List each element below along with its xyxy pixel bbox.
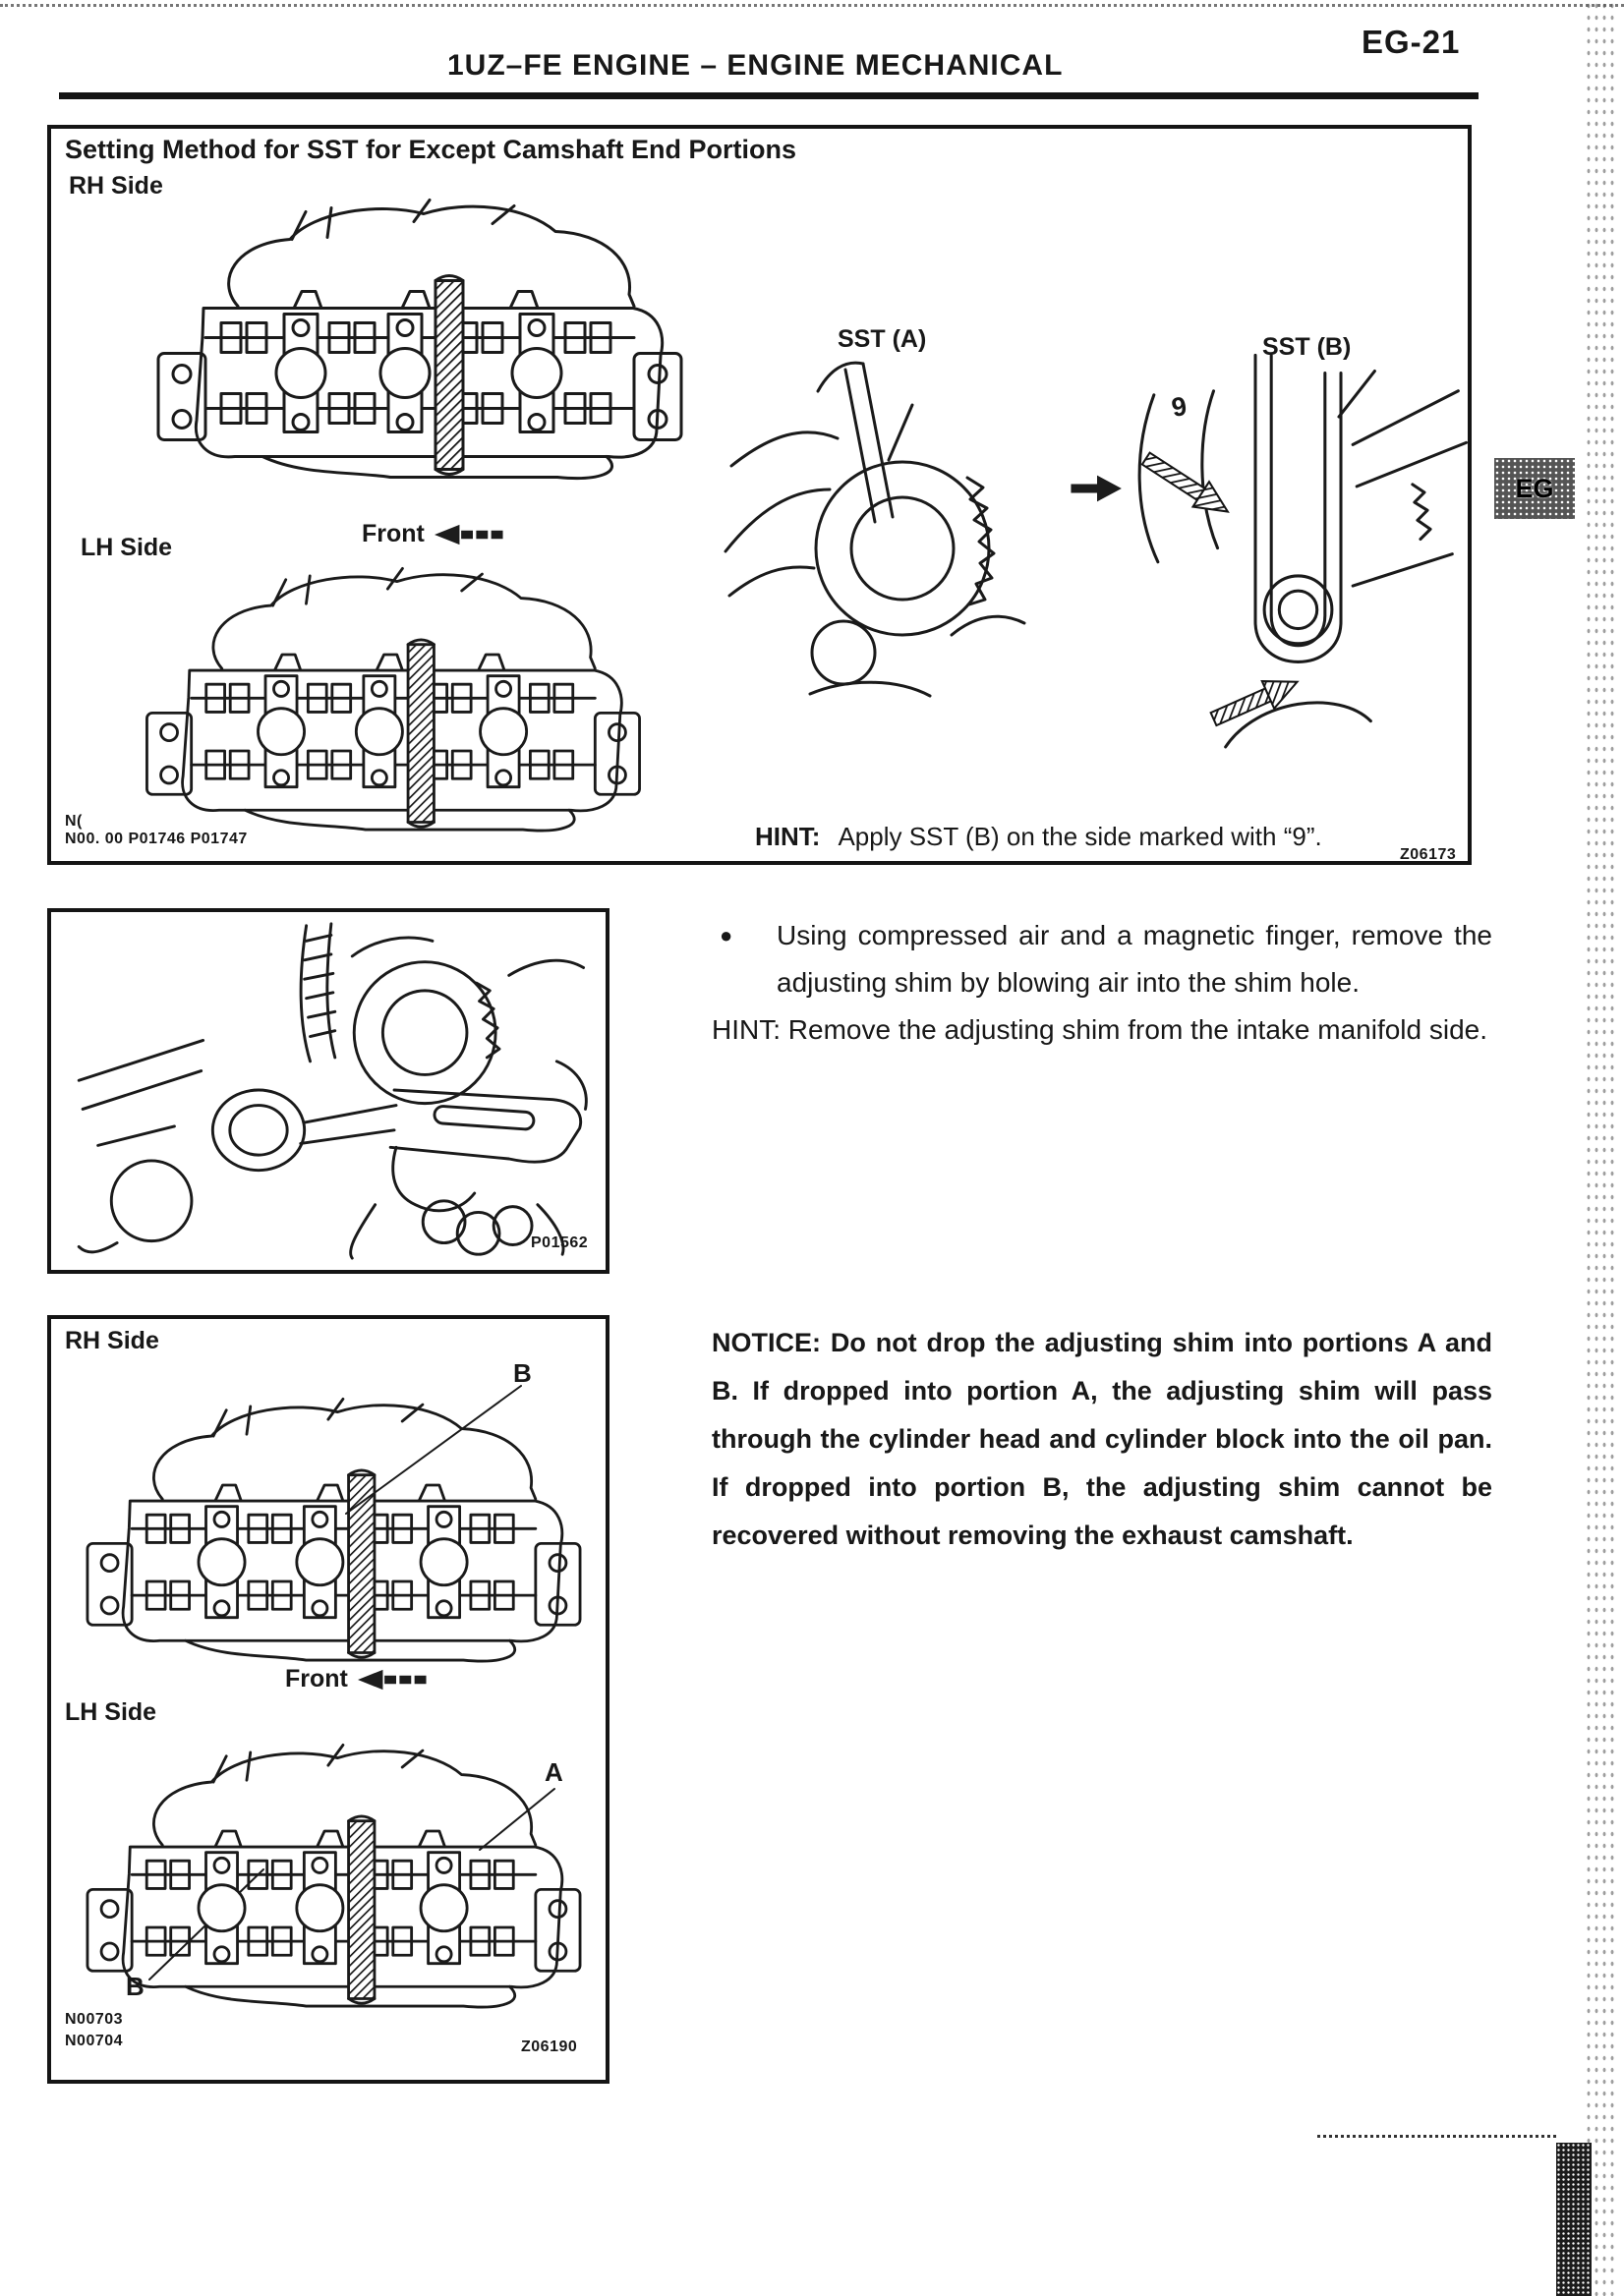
header-rule xyxy=(59,92,1479,99)
procedure-step xyxy=(712,912,1492,1006)
page-number: EG-21 xyxy=(1362,24,1461,60)
figure-code: N00. 00 P01746 P01747 xyxy=(65,831,248,847)
front-direction xyxy=(362,520,511,548)
figure-code: Z06173 xyxy=(1400,846,1457,863)
rh-side-label: RH Side xyxy=(65,1327,159,1354)
sst-b-label: SST (B) xyxy=(1262,333,1352,361)
scan-top-dotted-line xyxy=(0,4,1624,7)
sst-a-label: SST (A) xyxy=(838,325,927,353)
sst-b-illustration xyxy=(1118,325,1477,753)
lh-head-illustration xyxy=(66,1736,602,2023)
figure-code: N00703 xyxy=(65,2011,124,2028)
callout-b-bottom: B xyxy=(126,1972,145,2001)
figure-sst-setting xyxy=(47,125,1472,865)
procedure-text xyxy=(712,912,1492,1054)
rh-side-label: RH Side xyxy=(69,172,163,200)
front-label: Front xyxy=(362,520,425,547)
lh-head-illustration xyxy=(118,559,668,846)
front-arrow-icon xyxy=(435,523,511,546)
page-header-title: 1UZ–FE ENGINE – ENGINE MECHANICAL xyxy=(447,49,1064,82)
figure-code: N( xyxy=(65,813,83,830)
figure-hint-prefix: HINT: xyxy=(755,822,821,851)
front-direction xyxy=(285,1665,435,1693)
mark-nine-label: 9 xyxy=(1169,390,1189,424)
front-label: Front xyxy=(285,1665,348,1693)
section-edge-tab-label: EG xyxy=(1515,473,1554,503)
figure-code: Z06190 xyxy=(521,2038,578,2055)
flow-arrow-icon xyxy=(1071,473,1124,504)
figure-hint xyxy=(755,822,1322,852)
figure-magnetic-finger xyxy=(47,908,609,1274)
notice-text: NOTICE: Do not drop the adjusting shim into portions A and B. If dropped into portion A, the adjusting shim will pass through the cylinder head and cylinder block into the oil pan. If dropped into portion B, the adjusting shim cannot be recovered without removing the exhaust camshaft. xyxy=(712,1328,1492,1550)
lh-side-label: LH Side xyxy=(81,534,173,561)
figure-title: Setting Method for SST for Except Camshaft End Portions xyxy=(65,135,797,164)
section-edge-tab xyxy=(1494,458,1575,519)
callout-b-top: B xyxy=(513,1358,532,1388)
scan-page-edge-texture xyxy=(1585,0,1618,2296)
lh-side-label: LH Side xyxy=(65,1698,157,1726)
scan-bottom-dotted-line xyxy=(1317,2135,1556,2138)
callout-a: A xyxy=(545,1757,563,1787)
front-arrow-icon xyxy=(358,1668,435,1692)
scan-binding-shadow xyxy=(1556,2143,1592,2296)
figure-hint-text: Apply SST (B) on the side marked with “9”. xyxy=(838,822,1322,851)
sst-a-illustration xyxy=(720,340,1044,733)
procedure-step-text: Using compressed air and a magnetic finger, remove the adjusting shim by blowing air into the shim hole. xyxy=(777,920,1492,998)
magnetic-finger-illustration xyxy=(57,918,598,1262)
procedure-hint: HINT: Remove the adjusting shim from the intake manifold side. xyxy=(712,1014,1488,1045)
figure-code: N00704 xyxy=(65,2033,124,2049)
figure-code: P01562 xyxy=(531,1234,589,1251)
bullet-icon: ● xyxy=(720,923,733,947)
figure-portions-ab xyxy=(47,1315,609,2084)
rh-head-illustration xyxy=(145,188,695,497)
